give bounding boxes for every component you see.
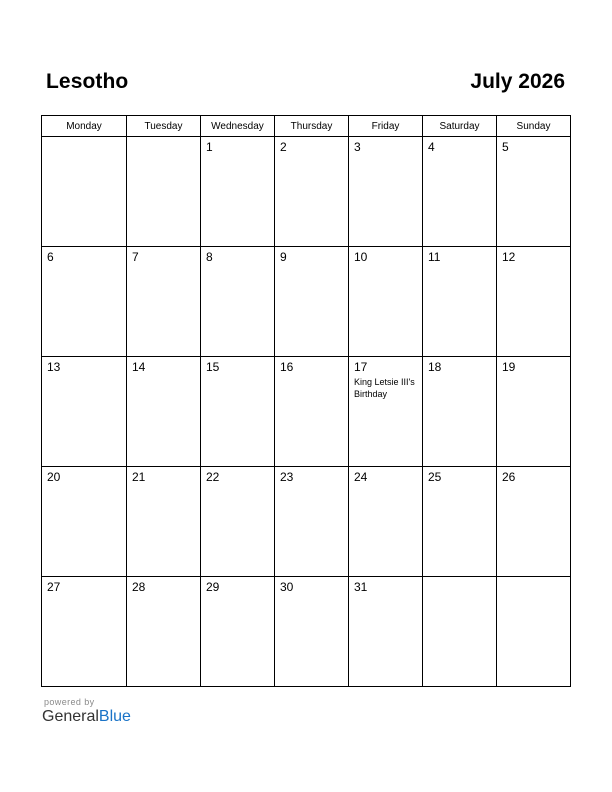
day-number: 16 [280,360,294,374]
day-number: 13 [47,360,61,374]
day-number: 9 [280,250,287,264]
day-cell [423,577,497,687]
day-cell [497,467,571,577]
day-number [42,137,126,140]
calendar-country-title: Lesotho [46,70,129,93]
day-number: 31 [354,580,368,594]
day-number: 25 [428,470,442,484]
day-number: 20 [47,470,61,484]
day-cell [275,357,349,467]
weekday-header: Wednesday [201,116,275,137]
day-number [127,137,200,140]
day-number: 2 [280,140,287,154]
weekday-header: Sunday [497,116,571,137]
day-number: 24 [354,470,368,484]
day-cell [423,137,497,247]
day-cell-holiday [349,357,423,467]
weekday-header: Tuesday [127,116,201,137]
day-cell [349,577,423,687]
day-cell [275,577,349,687]
day-number: 18 [428,360,442,374]
day-number: 12 [502,250,516,264]
weekday-header: Monday [42,116,127,137]
day-cell [42,357,127,467]
day-cell [201,577,275,687]
day-cell [127,577,201,687]
day-number: 10 [354,250,368,264]
day-cell [127,247,201,357]
week-row [42,577,571,687]
day-cell [497,357,571,467]
day-number: 19 [502,360,516,374]
week-row [42,467,571,577]
day-cell [423,247,497,357]
day-number [497,577,570,580]
day-number: 6 [47,250,54,264]
weekday-header: Saturday [423,116,497,137]
week-row [42,357,571,467]
day-number: 4 [428,140,435,154]
day-number: 23 [280,470,294,484]
day-cell [275,467,349,577]
day-cell [127,137,201,247]
day-number: 27 [47,580,61,594]
calendar-grid [41,115,571,687]
day-cell [42,137,127,247]
calendar-month-title: July 2026 [470,70,565,93]
day-cell [127,467,201,577]
day-cell [201,247,275,357]
day-cell [201,467,275,577]
holiday-label: King Letsie III's Birthday [354,377,415,399]
day-number: 15 [206,360,220,374]
day-number: 28 [132,580,146,594]
day-cell [349,467,423,577]
day-number: 26 [502,470,516,484]
weekday-header: Friday [349,116,423,137]
day-cell [42,247,127,357]
day-cell [201,137,275,247]
day-number: 29 [206,580,220,594]
day-number: 11 [428,250,441,264]
day-number: 14 [132,360,146,374]
day-number: 7 [132,250,139,264]
day-cell [497,247,571,357]
day-cell [497,137,571,247]
day-number: 3 [354,140,361,154]
week-row [42,137,571,247]
day-cell [127,357,201,467]
weekday-header: Thursday [275,116,349,137]
day-cell [275,247,349,357]
brand-general-text: General [42,708,99,725]
day-cell [42,467,127,577]
day-cell [497,577,571,687]
day-number: 30 [280,580,294,594]
day-number: 1 [206,140,213,154]
day-cell [201,357,275,467]
day-number: 17 [354,360,368,374]
day-cell [275,137,349,247]
day-number: 5 [502,140,509,154]
day-number [423,577,496,580]
powered-by-label: powered by [44,697,95,707]
day-cell [423,357,497,467]
day-cell [349,247,423,357]
generalblue-logo[interactable] [42,708,131,726]
weekday-header-row [42,116,571,137]
day-cell [42,577,127,687]
day-number: 21 [132,470,146,484]
brand-blue-text: Blue [98,708,131,725]
day-number: 22 [206,470,220,484]
week-row [42,247,571,357]
day-number: 8 [206,250,213,264]
day-cell [349,137,423,247]
day-cell [423,467,497,577]
